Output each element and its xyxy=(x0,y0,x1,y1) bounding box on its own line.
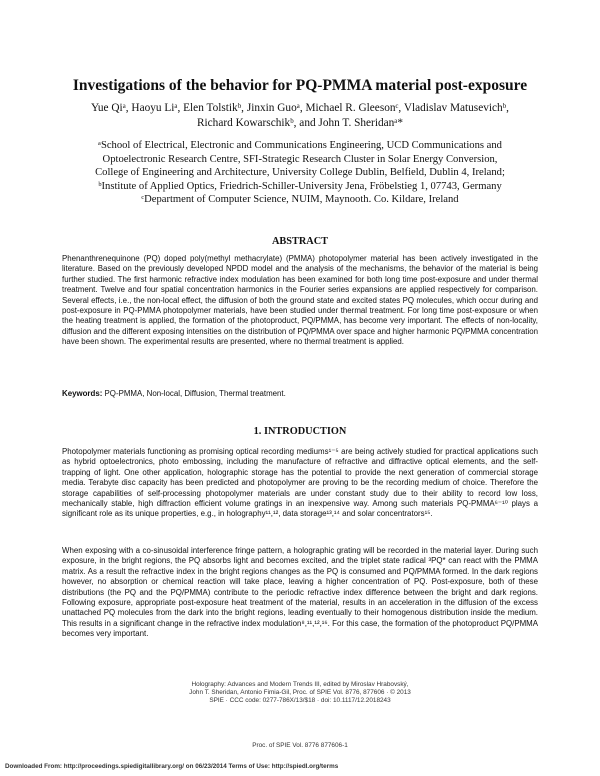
author-line: Richard Kowarschikᵇ, and John T. Sheridanᵃ* xyxy=(196,117,404,129)
affiliation-line: Optoelectronic Research Centre, SFI-Strategic Research Cluster in Solar Energy Conversion, xyxy=(102,153,498,165)
abstract-heading: ABSTRACT xyxy=(271,236,329,247)
author-list xyxy=(40,101,560,131)
keywords-label: Keywords: xyxy=(62,389,103,398)
intro-paragraph-2: When exposing with a co-sinusoidal interference fringe pattern, a holographic grating will be recorded in the material layer. During such exposure, in the bright regions, the PQ absorbs light and becomes excited, and the triplet state radical ³PQ* can react with the PMMA matrix. As a result the refractive index in the bright regions changes as the PQ is consumed and PQ/PMMA formed. In the dark regions however, no absorption or chemical reaction will take place, leaving a higher concentration of PQ. Post-exposure, both of these distributions (the PQ and the PQ/PMMA) contribute to the periodic refractive index difference between the bright and dark regions. Following exposure, appropriate post-exposure heat treatment of the material, results in an acceleration in the diffusion of the excess unattached PQ molecules from the dark into the bright regions, leading eventually to their homogenous distribution inside the medium. This results in a significant change in the refractive index modulation⁸,¹¹,¹²,¹⁶. For this case, the formation of the photoproduct PQ/PMMA becomes very important. xyxy=(62,546,538,639)
affiliations xyxy=(30,139,570,207)
footer-line: Holography: Advances and Modern Trends III, edited by Miroslav Hrabovský, xyxy=(191,681,409,688)
keywords xyxy=(62,389,286,398)
affiliation-line: ᵃSchool of Electrical, Electronic and Communications Engineering, UCD Communications and xyxy=(98,140,502,151)
keywords-list: PQ-PMMA, Non-local, Diffusion, Thermal treatment. xyxy=(104,389,286,398)
affiliation-line: ᵇInstitute of Applied Optics, Friedrich-Schiller-University Jena, Fröbelstieg 1, 07743, Germany xyxy=(98,180,502,192)
intro-paragraph-1: Photopolymer materials functioning as promising optical recording mediums¹⁻⁵ are being actively studied for practical applications such as hybrid optoelectronics, photo embossing, including the manufacture of refractive and diffractive optical elements, and the self-trapping of light. One other application, holographic storage has the potential to provide the next generation of commercial storage media. Terabyte disc capacity has been predicted and photopolymer are proving to be the recording medium of choice. Therefore the storage capabilities of self-processing photopolymer materials are under constant study due to their ability to record low loss, mechanically stable, high diffraction efficient volume gratings in an inexpensive way. Among such materials PQ-PMMA⁶⁻¹⁰ plays a significant role as its unique properties, e.g., in holography¹¹,¹², data storage¹³,¹⁴ and solar concentrators¹⁵. xyxy=(62,447,538,519)
download-notice: Downloaded From: http://proceedings.spiedigitallibrary.org/ on 06/23/2014 Terms of Use: http://spiedl.org/terms xyxy=(5,763,339,770)
footer-line: SPIE · CCC code: 0277-786X/13/$18 · doi: 10.1117/12.2018243 xyxy=(209,696,391,704)
page-number: Proc. of SPIE Vol. 8776 877606-1 xyxy=(252,742,348,749)
affiliation-line: ᶜDepartment of Computer Science, NUIM, Maynooth. Co. Kildare, Ireland xyxy=(141,194,459,206)
affiliation-line: College of Engineering and Architecture, University College Dublin, Belfield, Dublin 4, Ireland; xyxy=(95,167,505,179)
paper-title: Investigations of the behavior for PQ-PMMA material post-exposure xyxy=(72,77,528,94)
footer-line: John T. Sheridan, Antonio Fimia-Gil, Proc. of SPIE Vol. 8776, 877606 · © 2013 xyxy=(189,688,411,696)
publication-footer xyxy=(0,681,600,704)
author-line: Yue Qiᵃ, Haoyu Liᵃ, Elen Tolstikᵇ, Jinxin Guoᵃ, Michael R. Gleesonᶜ, Vladislav Matusevichᵇ, xyxy=(91,102,509,114)
section-heading-introduction: 1. INTRODUCTION xyxy=(253,426,347,437)
abstract-text: Phenanthrenequinone (PQ) doped poly(methyl methacrylate) (PMMA) photopolymer material has been actively investigated in the literature. Based on the previously developed NPDD model and the analysis of the mechanisms, the behavior of the material is being further studied. The first harmonic refractive index modulation has been examined for both long time post-exposure and under thermal treatment. Twelve and four spatial concentration harmonics in the Fourier series expansions are applied respectively for comparison. Several effects, i.e., the non-local effect, the diffusion of both the ground state and excited states PQ molecules, which occur during and post-exposure in PQ-PMMA photopolymer materials, have been studied under thermal treatment. For long time post-exposure or when the heating treatment is applied, the formation of the photoproduct, PQ/PMMA, has become very important. The effects of non-locality, diffusion and the different exposing intensities on the distribution of PQ/PMMA over space and higher harmonic PQ/PMMA concentration have been shown. The experimental results are presented, where no thermal treatment is applied. xyxy=(62,254,538,347)
